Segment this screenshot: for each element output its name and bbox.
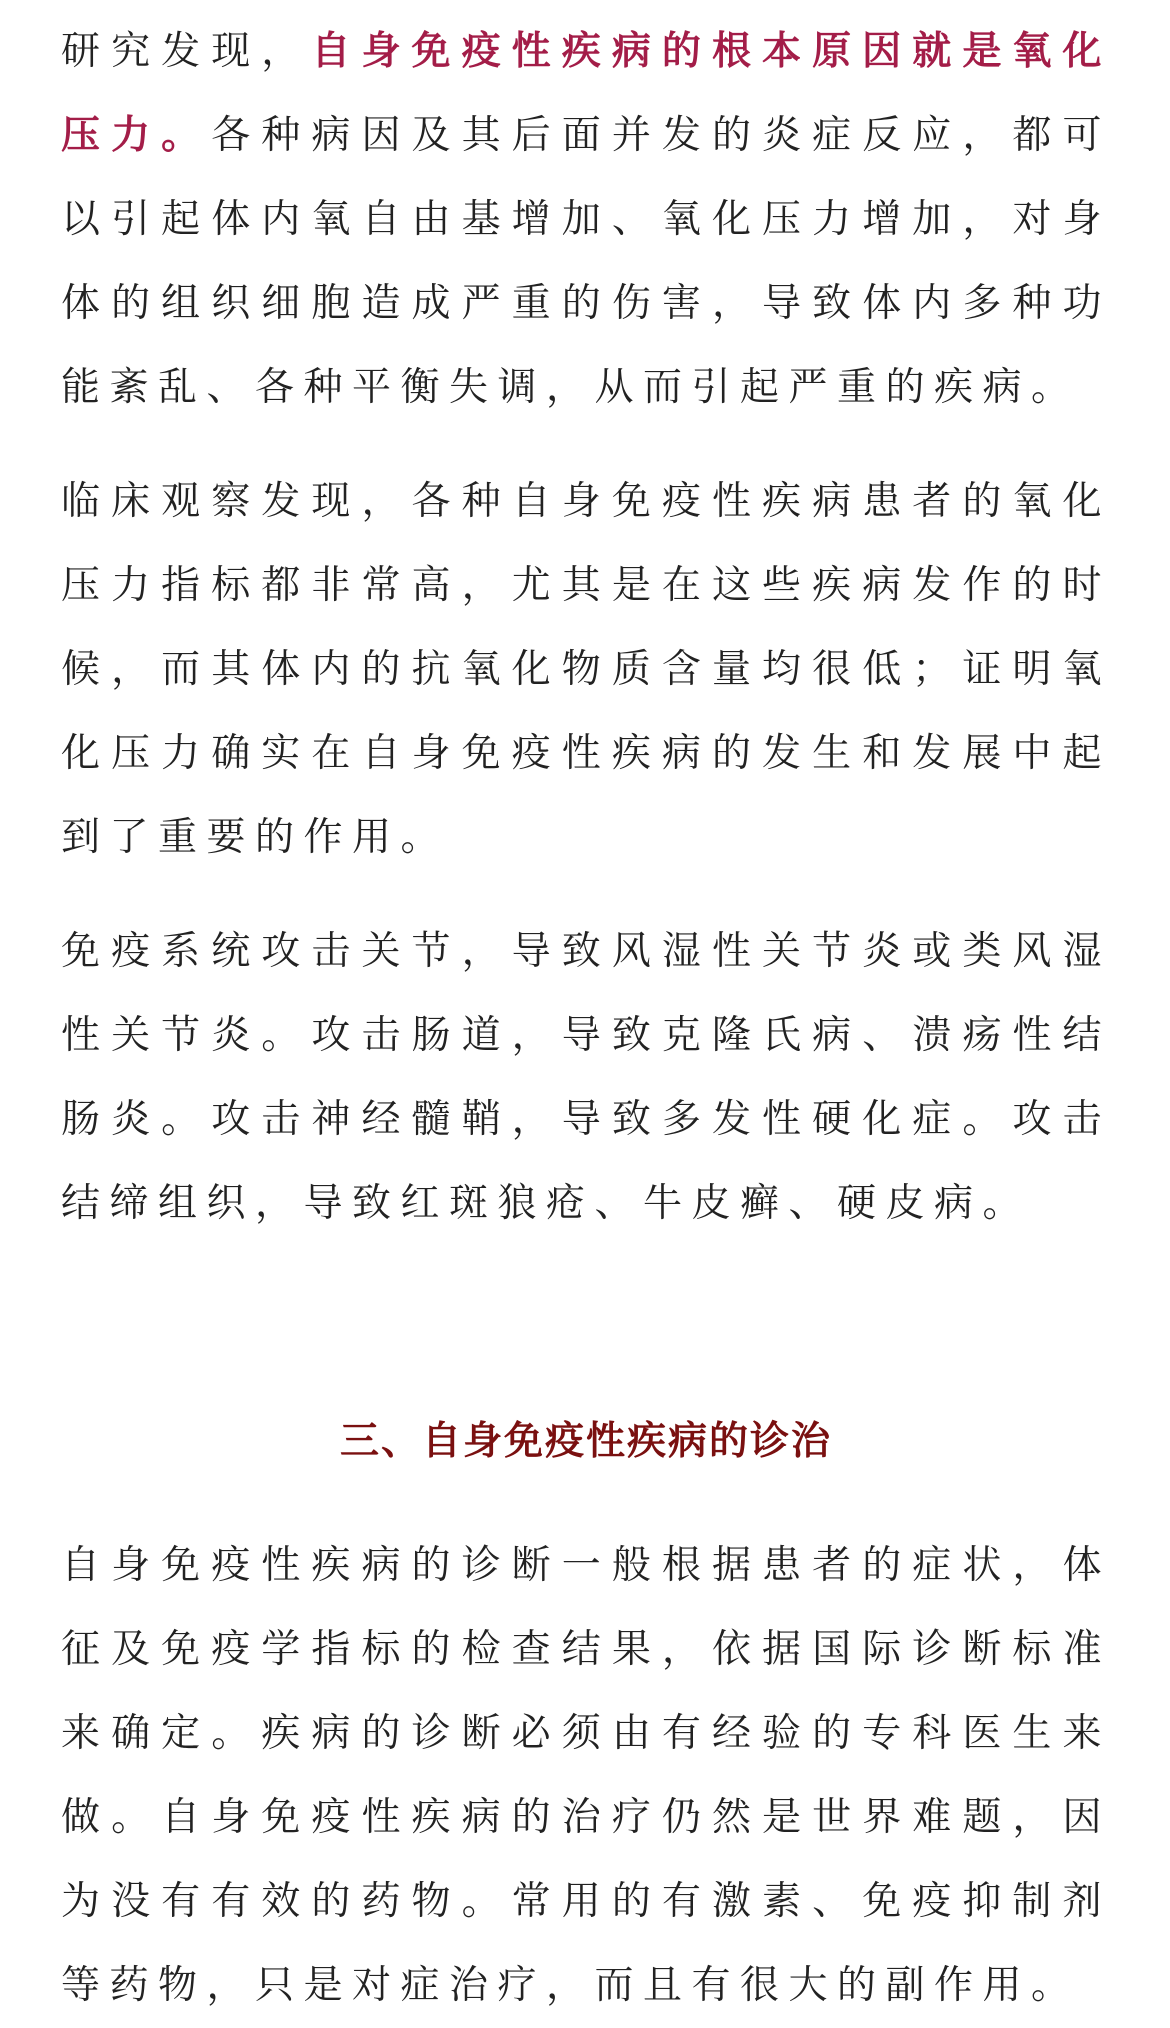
section-title: 三、自身免疫性疾病的诊治 bbox=[339, 1419, 832, 1464]
paragraph-clinical-observation: 临床观察发现，各种自身免疫性疾病患者的氧化压力指标都非常高，尤其是在这些疾病发作的时候，而其体内的抗氧化物质含量均很低；证明氧化压力确实在自身免疫性疾病的发生和发展中起到了重要的作用。 bbox=[61, 479, 1111, 860]
highlighted-key-sentence: 自身免疫性疾病的根本原因就是氧化压力。 bbox=[61, 29, 1111, 158]
paragraph-body-text: 各种病因及其后面并发的炎症反应，都可以引起体内氧自由基增加、氧化压力增加，对身体的组织细胞造成严重的伤害，导致体内多种功能紊乱、各种平衡失调，从而引起严重的疾病。 bbox=[61, 113, 1111, 410]
paragraph-immune-attack-examples: 免疫系统攻击关节，导致风湿性关节炎或类风湿性关节炎。攻击肠道，导致克隆氏病、溃疡性结肠炎。攻击神经髓鞘，导致多发性硬化症。攻击结缔组织，导致红斑狼疮、牛皮癣、硬皮病。 bbox=[61, 929, 1111, 1226]
paragraph-diagnosis-treatment: 自身免疫性疾病的诊断一般根据患者的症状，体征及免疫学指标的检查结果，依据国际诊断标准来确定。疾病的诊断必须由有经验的专科医生来做。自身免疫性疾病的治疗仍然是世界难题，因为没有有效的药物。常用的有激素、免疫抑制剂等药物，只是对症治疗，而且有很大的副作用。 bbox=[61, 1543, 1111, 2008]
article-body bbox=[0, 10, 1170, 2028]
paragraph-lead-text: 研究发现， bbox=[61, 29, 312, 74]
paragraph-oxidative-stress-cause bbox=[61, 10, 1111, 430]
